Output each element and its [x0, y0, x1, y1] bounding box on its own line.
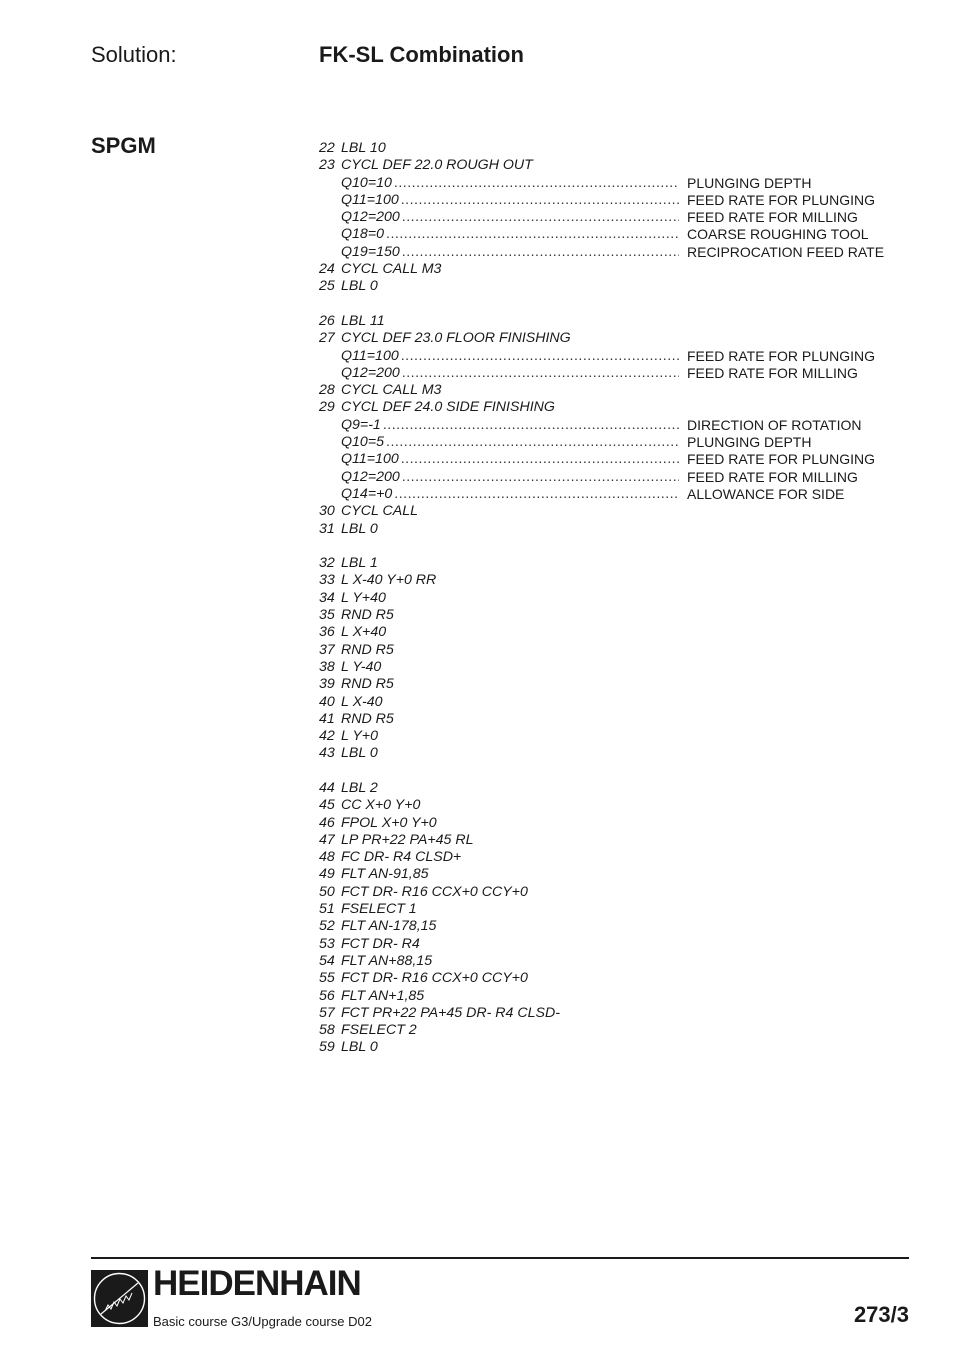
parameter-description: DIRECTION OF ROTATION — [687, 416, 862, 433]
parameter-line — [319, 226, 899, 243]
parameter-description: FEED RATE FOR PLUNGING — [687, 191, 875, 208]
page-number: 273/3 — [853, 1302, 909, 1327]
program-line — [319, 711, 899, 728]
parameter-description: ALLOWANCE FOR SIDE — [687, 485, 845, 502]
line-code: LBL 0 — [341, 1039, 378, 1056]
page-title: FK-SL Combination — [319, 42, 524, 67]
line-code: CYCL CALL — [341, 503, 419, 520]
program-line — [319, 1039, 899, 1056]
program-line — [319, 728, 899, 745]
program-line — [319, 849, 899, 866]
program-line — [319, 642, 899, 659]
line-code: L X-40 Y+0 RR — [341, 572, 437, 589]
line-code: CYCL DEF 23.0 FLOOR FINISHING — [341, 330, 571, 347]
brand-name: HEIDENHAIN — [153, 1264, 361, 1303]
line-number: 46 — [319, 814, 335, 831]
parameter-code: Q10=5 — [341, 434, 384, 451]
course-label: Basic course G3/Upgrade course D02 — [153, 1314, 372, 1329]
program-line — [319, 140, 899, 157]
program-line — [319, 694, 899, 711]
program-line — [319, 157, 899, 174]
line-number: 51 — [319, 901, 335, 918]
program-line — [319, 884, 899, 901]
line-number: 57 — [319, 1004, 335, 1021]
program-line — [319, 988, 899, 1005]
line-number: 31 — [319, 520, 335, 537]
header-label: Solution: — [91, 42, 177, 67]
leader-dots — [401, 451, 679, 468]
leader-dots — [383, 417, 679, 434]
parameter-description: PLUNGING DEPTH — [687, 434, 812, 451]
line-number: 38 — [319, 658, 335, 675]
parameter-line — [319, 417, 899, 434]
parameter-description: PLUNGING DEPTH — [687, 174, 812, 191]
line-code: LBL 10 — [341, 140, 386, 156]
parameter-code: Q11=100 — [341, 347, 399, 364]
line-code: RND R5 — [341, 710, 394, 727]
program-line — [319, 521, 899, 538]
line-code: LBL 1 — [341, 555, 378, 572]
leader-dots — [394, 175, 679, 192]
line-code: FC DR- R4 CLSD+ — [341, 849, 462, 866]
parameter-line — [319, 451, 899, 468]
line-number: 52 — [319, 918, 335, 935]
line-number: 50 — [319, 883, 335, 900]
line-number: 44 — [319, 779, 335, 796]
program-line — [319, 901, 899, 918]
line-number: 35 — [319, 607, 335, 624]
line-number: 26 — [319, 312, 335, 329]
line-code: FSELECT 2 — [341, 1022, 417, 1039]
line-number: 33 — [319, 572, 335, 589]
leader-dots — [386, 226, 679, 243]
program-line — [319, 797, 899, 814]
line-number: 34 — [319, 589, 335, 606]
parameter-line — [319, 348, 899, 365]
parameter-line — [319, 209, 899, 226]
line-code: FCT PR+22 PA+45 DR- R4 CLSD- — [341, 1004, 560, 1021]
line-number: 48 — [319, 849, 335, 866]
parameter-line — [319, 192, 899, 209]
line-number: 30 — [319, 503, 335, 520]
line-number: 42 — [319, 728, 335, 745]
program-line — [319, 590, 899, 607]
program-line — [319, 607, 899, 624]
line-number: 45 — [319, 797, 335, 814]
line-number: 56 — [319, 987, 335, 1004]
blank-line — [319, 538, 899, 555]
program-line — [319, 676, 899, 693]
parameter-line — [319, 434, 899, 451]
line-code: FCT DR- R16 CCX+0 CCY+0 — [341, 883, 528, 900]
line-number: 58 — [319, 1022, 335, 1039]
leader-dots — [402, 209, 679, 226]
parameter-description: FEED RATE FOR MILLING — [687, 209, 858, 226]
line-code: L X-40 — [341, 693, 383, 710]
line-code: FPOL X+0 Y+0 — [341, 814, 437, 831]
footer-divider — [91, 1257, 909, 1259]
parameter-code: Q12=200 — [341, 468, 400, 485]
parameter-line — [319, 365, 899, 382]
line-number: 47 — [319, 831, 335, 848]
line-code: RND R5 — [341, 607, 394, 624]
program-line — [319, 278, 899, 295]
line-code: L Y+0 — [341, 728, 378, 745]
line-number: 28 — [319, 382, 335, 399]
parameter-line — [319, 244, 899, 261]
program-listing — [319, 140, 899, 1057]
line-number: 25 — [319, 278, 335, 295]
parameter-description: COARSE ROUGHING TOOL — [687, 226, 869, 243]
blank-line — [319, 296, 899, 313]
blank-line — [319, 763, 899, 780]
parameter-line — [319, 175, 899, 192]
line-code: CYCL DEF 22.0 ROUGH OUT — [341, 157, 533, 174]
line-code: LBL 11 — [341, 312, 385, 329]
leader-dots — [394, 486, 679, 503]
line-code: FLT AN+1,85 — [341, 987, 425, 1004]
parameter-description: FEED RATE FOR PLUNGING — [687, 347, 875, 364]
line-number: 59 — [319, 1039, 335, 1056]
line-number: 29 — [319, 399, 335, 416]
line-number: 36 — [319, 624, 335, 641]
line-code: CYCL DEF 24.0 SIDE FINISHING — [341, 399, 555, 416]
program-line — [319, 970, 899, 987]
program-line — [319, 953, 899, 970]
parameter-code: Q9=-1 — [341, 416, 381, 433]
line-number: 32 — [319, 555, 335, 572]
line-number: 55 — [319, 970, 335, 987]
program-line — [319, 1022, 899, 1039]
parameter-code: Q18=0 — [341, 226, 384, 243]
program-line — [319, 1005, 899, 1022]
line-number: 22 — [319, 140, 335, 156]
parameter-code: Q14=+0 — [341, 485, 393, 502]
line-number: 24 — [319, 261, 335, 278]
program-line — [319, 382, 899, 399]
line-code: RND R5 — [341, 676, 394, 693]
line-code: FLT AN+88,15 — [341, 952, 433, 969]
line-code: LBL 0 — [341, 745, 378, 762]
parameter-code: Q19=150 — [341, 243, 400, 260]
parameter-description: RECIPROCATION FEED RATE — [687, 243, 885, 260]
leader-dots — [401, 348, 679, 365]
line-code: RND R5 — [341, 641, 394, 658]
line-number: 41 — [319, 710, 335, 727]
program-line — [319, 832, 899, 849]
line-code: LBL 0 — [341, 278, 378, 295]
parameter-code: Q12=200 — [341, 209, 400, 226]
line-number: 43 — [319, 745, 335, 762]
line-code: CYCL CALL M3 — [341, 261, 442, 278]
parameter-code: Q11=100 — [341, 191, 399, 208]
program-line — [319, 659, 899, 676]
program-line — [319, 572, 899, 589]
leader-dots — [386, 434, 679, 451]
parameter-code: Q12=200 — [341, 364, 400, 381]
program-line — [319, 936, 899, 953]
line-code: CC X+0 Y+0 — [341, 797, 421, 814]
leader-dots — [402, 469, 679, 486]
program-line — [319, 745, 899, 762]
parameter-code: Q11=100 — [341, 451, 399, 468]
line-code: L X+40 — [341, 624, 387, 641]
line-code: L Y+40 — [341, 589, 386, 606]
program-line — [319, 918, 899, 935]
line-code: FSELECT 1 — [341, 901, 417, 918]
line-number: 54 — [319, 952, 335, 969]
program-line — [319, 330, 899, 347]
line-number: 49 — [319, 866, 335, 883]
parameter-description: FEED RATE FOR PLUNGING — [687, 451, 875, 468]
line-code: L Y-40 — [341, 658, 382, 675]
program-line — [319, 815, 899, 832]
line-number: 23 — [319, 157, 335, 174]
program-line — [319, 866, 899, 883]
line-number: 37 — [319, 641, 335, 658]
leader-dots — [402, 244, 679, 261]
section-label: SPGM — [91, 133, 156, 158]
parameter-description: FEED RATE FOR MILLING — [687, 468, 858, 485]
program-line — [319, 399, 899, 416]
line-code: FLT AN-91,85 — [341, 866, 429, 883]
parameter-code: Q10=10 — [341, 174, 392, 191]
program-line — [319, 555, 899, 572]
heidenhain-logo-icon — [91, 1270, 148, 1327]
parameter-line — [319, 486, 899, 503]
program-line — [319, 503, 899, 520]
line-number: 27 — [319, 330, 335, 347]
line-code: CYCL CALL M3 — [341, 382, 442, 399]
leader-dots — [402, 365, 679, 382]
parameter-line — [319, 469, 899, 486]
line-code: FCT DR- R16 CCX+0 CCY+0 — [341, 970, 528, 987]
line-code: FLT AN-178,15 — [341, 918, 437, 935]
program-line — [319, 624, 899, 641]
leader-dots — [401, 192, 679, 209]
program-line — [319, 780, 899, 797]
line-code: FCT DR- R4 — [341, 935, 420, 952]
line-number: 53 — [319, 935, 335, 952]
line-code: LBL 2 — [341, 779, 378, 796]
line-number: 39 — [319, 676, 335, 693]
program-line — [319, 313, 899, 330]
program-line — [319, 261, 899, 278]
line-code: LBL 0 — [341, 520, 378, 537]
parameter-description: FEED RATE FOR MILLING — [687, 364, 858, 381]
line-number: 40 — [319, 693, 335, 710]
line-code: LP PR+22 PA+45 RL — [341, 831, 474, 848]
